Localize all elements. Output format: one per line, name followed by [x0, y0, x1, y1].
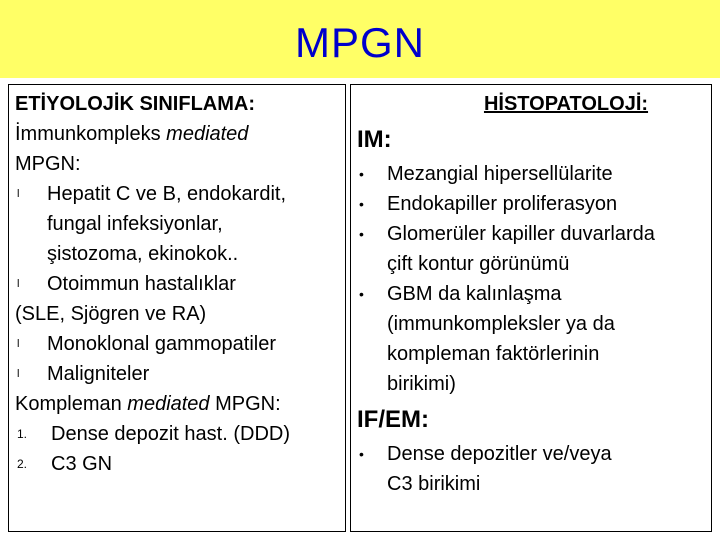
- bullet-marker: •: [359, 166, 364, 182]
- list-item-text: Hepatit C ve B, endokardit,: [47, 183, 287, 205]
- list-item-text: şistozoma, ekinokok..: [47, 243, 239, 265]
- im-item-text: Mezangial hipersellülarite: [387, 163, 613, 185]
- bullet-marker: •: [359, 196, 364, 212]
- paren-text: (SLE, Sjögren ve RA): [15, 303, 207, 325]
- im-list-item: [357, 189, 705, 219]
- ifem-label: IF/EM:: [357, 406, 429, 433]
- list-item-text: Otoimmun hastalıklar: [47, 273, 236, 295]
- im-item-text: Endokapiller proliferasyon: [387, 193, 618, 215]
- bullet-marker: •: [359, 226, 364, 242]
- im-item-text: (immunkompleksler ya da: [387, 313, 615, 335]
- list-item-text: fungal infeksiyonlar,: [47, 213, 223, 235]
- etiology-panel: [8, 84, 346, 532]
- list-item: [15, 329, 339, 359]
- etiology-heading: ETİYOLOJİK SINIFLAMA:: [15, 93, 255, 115]
- bullet-marker: l: [17, 368, 20, 380]
- list-item: [15, 359, 339, 389]
- immune-text-1: İmmunkompleks: [15, 123, 167, 145]
- bullet-marker: •: [359, 446, 364, 462]
- list-item-text: Maligniteler: [47, 363, 150, 385]
- bullet-marker: l: [17, 278, 20, 290]
- immune-text-2: mediated: [166, 123, 249, 145]
- im-list-item: [357, 279, 705, 399]
- im-item-text: Glomerüler kapiller duvarlarda: [387, 223, 655, 245]
- list-item: [15, 179, 339, 269]
- complement-heading: [15, 389, 339, 419]
- numbered-item-text: C3 GN: [51, 453, 113, 475]
- list-item-text: Monoklonal gammopatiler: [47, 333, 277, 355]
- im-item-text: kompleman faktörlerinin: [387, 343, 600, 365]
- numbered-item: [15, 449, 339, 479]
- im-item-text: çift kontur görünümü: [387, 253, 570, 275]
- histopathology-heading: HİSTOPATOLOJİ:: [483, 93, 649, 115]
- numbered-item: [15, 419, 339, 449]
- im-item-text: GBM da kalınlaşma: [387, 283, 562, 305]
- histopathology-panel: [350, 84, 712, 532]
- slide-title: MPGN: [295, 19, 425, 66]
- im-label: IM:: [357, 126, 392, 153]
- list-item: [15, 269, 339, 299]
- numbered-item-text: Dense depozit hast. (DDD): [51, 423, 290, 445]
- ifem-item-text: Dense depozitler ve/veya: [387, 443, 612, 465]
- number-marker: 2.: [17, 457, 28, 471]
- complement-text-3: MPGN:: [209, 393, 281, 415]
- immune-complex-heading-2: MPGN:: [15, 153, 81, 175]
- bullet-marker: l: [17, 338, 20, 350]
- ifem-list-item: [357, 439, 705, 499]
- number-marker: 1.: [17, 427, 28, 441]
- complement-text-2: mediated: [127, 393, 210, 415]
- title-bar: [0, 0, 720, 78]
- ifem-item-text: C3 birikimi: [387, 473, 481, 495]
- bullet-marker: •: [359, 286, 364, 302]
- immune-complex-heading: [15, 119, 339, 149]
- im-item-text: birikimi): [387, 373, 456, 395]
- bullet-marker: l: [17, 188, 20, 200]
- im-list-item: [357, 159, 705, 189]
- complement-text-1: Kompleman: [15, 393, 128, 415]
- im-list-item: [357, 219, 705, 279]
